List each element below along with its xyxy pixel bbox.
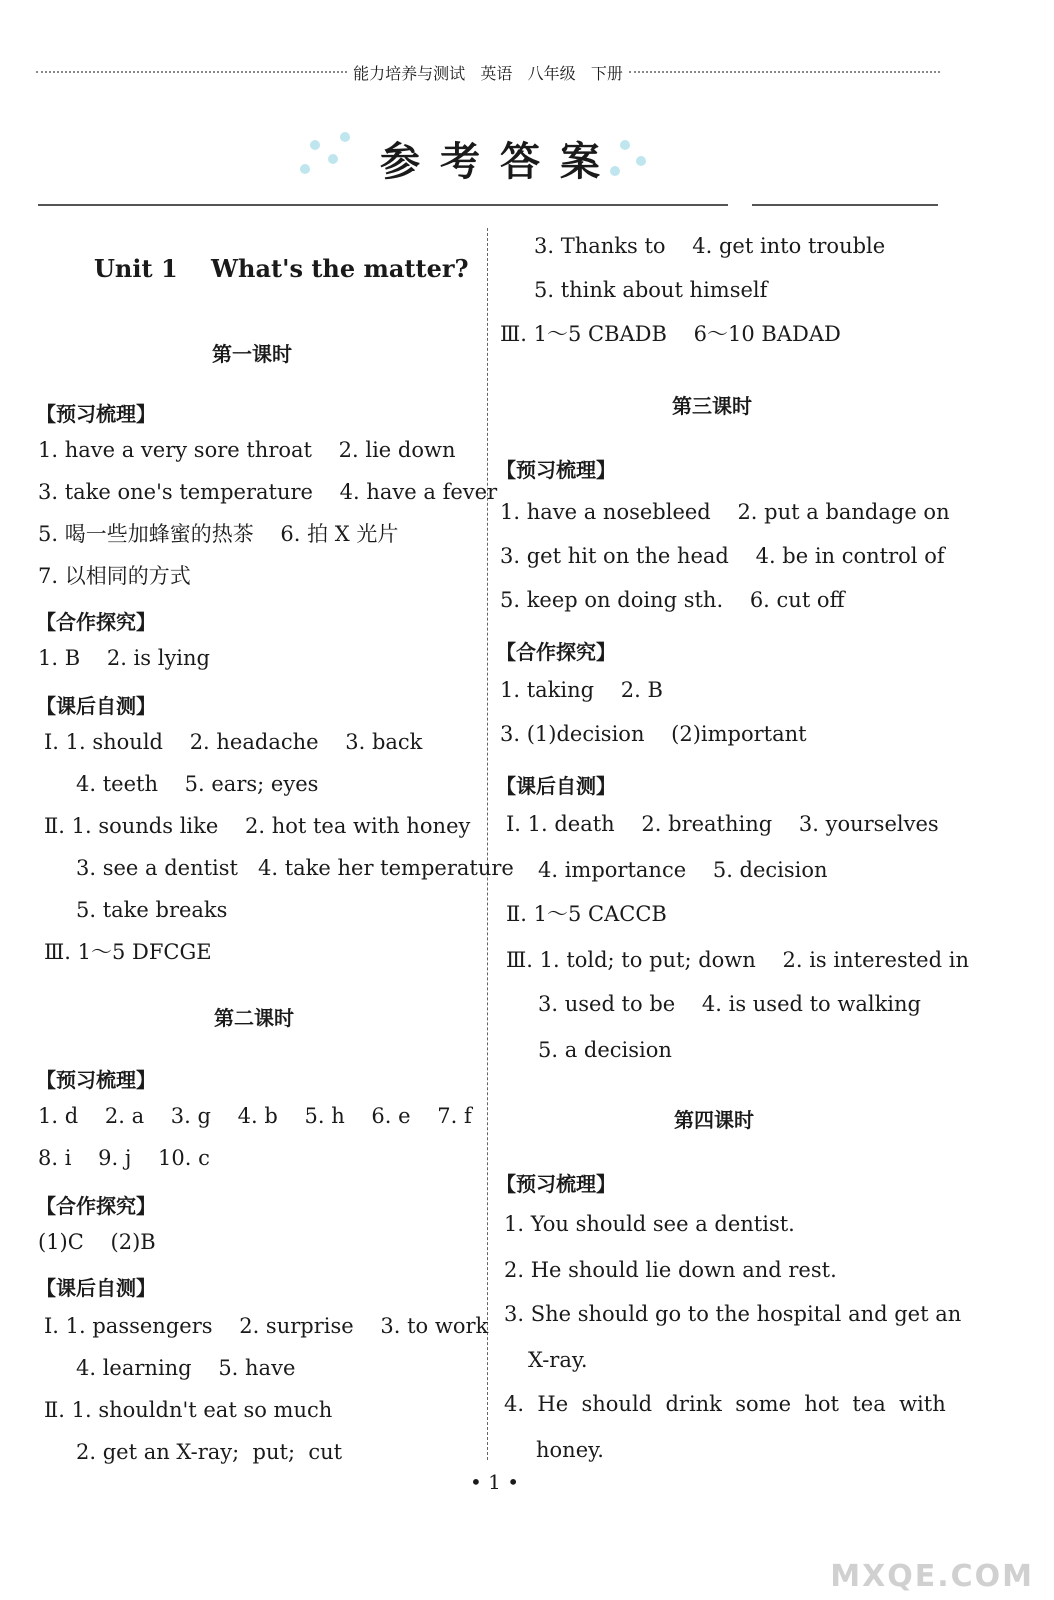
section-label: 【合作探究】: [36, 610, 156, 634]
section-label: 【预习梳理】: [496, 458, 616, 482]
answer-line: (1)C (2)B: [38, 1230, 156, 1254]
answer-line: 1. have a nosebleed 2. put a bandage on: [500, 500, 950, 524]
answer-line: Ⅲ. 1. told; to put; down 2. is interested in: [506, 948, 969, 972]
answer-line: 2. He should lie down and rest.: [504, 1258, 837, 1282]
answer-line: 5. think about himself: [534, 278, 768, 302]
decor-dot-icon: [636, 156, 646, 166]
lesson-heading: 第一课时: [212, 342, 292, 366]
lesson-heading: 第二课时: [214, 1006, 294, 1030]
answer-line: Ⅱ. 1～5 CACCB: [506, 902, 667, 926]
answer-line: X-ray.: [528, 1348, 588, 1372]
answer-line: 4. importance 5. decision: [538, 858, 828, 882]
watermark: MXQE.COM: [830, 1559, 1034, 1594]
answer-line: 4. teeth 5. ears; eyes: [76, 772, 319, 796]
answer-line: 1. taking 2. B: [500, 678, 663, 702]
answer-line: 3. take one's temperature 4. have a fever: [38, 480, 498, 504]
page-title: 参考答案: [380, 138, 620, 185]
answer-line: Ⅲ. 1～5 CBADB 6～10 BADAD: [500, 322, 841, 346]
answer-line: 1. B 2. is lying: [38, 646, 210, 670]
answer-line: Ⅰ. 1. death 2. breathing 3. yourselves: [506, 812, 939, 836]
header-text: 能力培养与测试 英语 八年级 下册: [353, 63, 623, 83]
answer-line: 3. see a dentist 4. take her temperature: [76, 856, 514, 880]
decor-dot-icon: [620, 140, 630, 150]
answer-line: 4. learning 5. have: [76, 1356, 296, 1380]
answer-line: 3. get hit on the head 4. be in control of: [500, 544, 945, 568]
answer-line: 3. used to be 4. is used to walking: [538, 992, 921, 1016]
answer-line: 5. take breaks: [76, 898, 228, 922]
decor-dot-icon: [310, 140, 320, 150]
title-rule-left: [38, 204, 728, 206]
column-divider: [487, 228, 488, 1460]
answer-line: 3. She should go to the hospital and get an: [504, 1302, 962, 1326]
section-label: 【课后自测】: [496, 774, 616, 798]
section-label: 【合作探究】: [496, 640, 616, 664]
answer-line: 3. Thanks to 4. get into trouble: [534, 234, 886, 258]
unit-title: Unit 1 What's the matter?: [94, 254, 469, 283]
answer-line: Ⅱ. 1. sounds like 2. hot tea with honey: [44, 814, 471, 838]
section-label: 【课后自测】: [36, 694, 156, 718]
header-dots-right: [629, 71, 940, 73]
lesson-heading: 第三课时: [672, 394, 752, 418]
section-label: 【合作探究】: [36, 1194, 156, 1218]
answer-line: Ⅱ. 1. shouldn't eat so much: [44, 1398, 333, 1422]
section-label: 【预习梳理】: [36, 1068, 156, 1092]
answer-line: 8. i 9. j 10. c: [38, 1146, 210, 1170]
page-number: • 1 •: [470, 1470, 520, 1494]
title-block: [280, 120, 680, 200]
answer-line: honey.: [536, 1438, 604, 1462]
section-label: 【课后自测】: [36, 1276, 156, 1300]
section-label: 【预习梳理】: [496, 1172, 616, 1196]
answer-line: Ⅲ. 1～5 DFCGE: [44, 940, 212, 964]
answer-line: Ⅰ. 1. should 2. headache 3. back: [44, 730, 423, 754]
decor-dot-icon: [300, 164, 310, 174]
decor-dot-icon: [328, 154, 338, 164]
answer-line: 5. 喝一些加蜂蜜的热茶 6. 拍 X 光片: [38, 522, 399, 546]
answer-line: 5. a decision: [538, 1038, 672, 1062]
section-label: 【预习梳理】: [36, 402, 156, 426]
running-header: [36, 62, 940, 82]
title-rule-right: [752, 204, 938, 206]
answer-line: 1. d 2. a 3. g 4. b 5. h 6. e 7. f: [38, 1104, 472, 1128]
answer-line: 2. get an X-ray; put; cut: [76, 1440, 343, 1464]
header-dots-left: [36, 71, 347, 73]
answer-line: 4. He should drink some hot tea with: [504, 1392, 946, 1416]
answer-line: 7. 以相同的方式: [38, 564, 191, 588]
decor-dot-icon: [340, 132, 350, 142]
answer-line: Ⅰ. 1. passengers 2. surprise 3. to work: [44, 1314, 489, 1338]
lesson-heading: 第四课时: [674, 1108, 754, 1132]
answer-line: 1. You should see a dentist.: [504, 1212, 795, 1236]
answer-line: 1. have a very sore throat 2. lie down: [38, 438, 456, 462]
answer-line: 3. (1)decision (2)important: [500, 722, 807, 746]
answer-line: 5. keep on doing sth. 6. cut off: [500, 588, 845, 612]
